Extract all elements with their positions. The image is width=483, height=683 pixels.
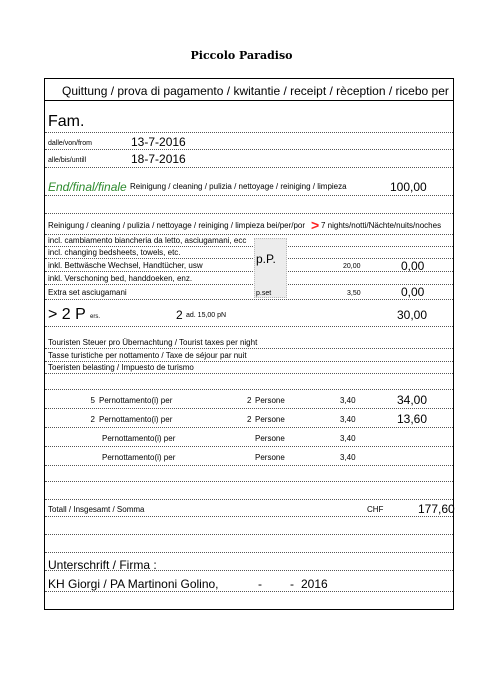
row-rule	[45, 427, 453, 428]
row-rule	[45, 348, 453, 349]
linen-line-nl: inkl. Verschoning bed, handdoeken, enz.	[48, 274, 193, 283]
end-cleaning-amount: 100,00	[390, 180, 427, 194]
persons-note: ad. 15,00 pN	[186, 312, 227, 319]
greater-than-arrow: >	[311, 217, 320, 233]
family-label: Fam.	[48, 113, 85, 130]
total-label: Totall / Insgesamt / Somma	[48, 505, 145, 514]
row-rule	[45, 195, 453, 196]
tax-line-de-en: Touristen Steuer pro Übernachtung / Tourist taxes per night	[48, 338, 258, 347]
row-rule	[45, 591, 453, 592]
row-rule	[45, 373, 453, 374]
tax-line-it-fr: Tasse turistiche per nottamento / Taxe de séjour par nuit	[48, 351, 247, 360]
tax-row-persons: 2	[247, 415, 252, 424]
linen-line-en: incl. changing bedsheets, towels, etc.	[48, 248, 181, 257]
extra-set-rate: 3,50	[347, 290, 361, 297]
row-rule	[45, 408, 453, 409]
pp-shaded-cell	[254, 238, 287, 298]
from-date: 13-7-2016	[131, 135, 186, 149]
tax-row-persone-label: Persone	[255, 434, 285, 443]
row-rule	[45, 446, 453, 447]
extra-set-amount: 0,00	[401, 285, 425, 299]
row-rule	[45, 389, 453, 390]
signature-year: 2016	[301, 577, 328, 591]
row-rule	[45, 258, 453, 259]
receipt-header: Quittung / prova di pagamento / kwitantie / receipt / rèception / ricebo per	[62, 84, 449, 98]
row-rule	[45, 299, 453, 300]
row-rule	[45, 552, 453, 553]
tax-row-amount: 34,00	[397, 393, 428, 407]
signature-label: Unterschrift / Firma :	[48, 558, 157, 572]
from-label: dalle/von/from	[48, 140, 92, 147]
extra-set-unit: p.set	[256, 290, 272, 297]
tax-row-amount: 13,60	[397, 412, 428, 426]
tax-row-rate: 3,40	[340, 415, 356, 424]
tax-row-nights: 5	[90, 396, 95, 405]
tax-row-persone-label: Persone	[255, 415, 285, 424]
row-rule	[45, 271, 453, 272]
tax-line-nl-es: Toeristen belasting / Impuesto de turismo	[48, 363, 194, 372]
end-cleaning-desc: Reinigung / cleaning / pulizia / nettoyage / reiniging / limpieza	[130, 182, 347, 191]
end-cleaning-label: End/final/finale	[48, 180, 127, 194]
linen-line-de: inkl. Bettwäsche Wechsel, Handtücher, usw	[48, 261, 203, 270]
row-rule	[45, 246, 453, 247]
row-rule	[45, 481, 453, 482]
persons-amount: 30,00	[397, 308, 428, 322]
tax-row-rate: 3,40	[340, 434, 356, 443]
row-rule	[45, 284, 453, 285]
persons-label: > 2 P	[48, 306, 86, 323]
linen-line-it: incl. cambiamento biancheria da letto, asciugamani, ecc	[48, 236, 247, 245]
row-rule	[45, 167, 453, 168]
signature-date-dash: -	[258, 577, 262, 591]
tax-row-label: Pernottamento(i) per	[99, 396, 173, 405]
until-label: alle/bis/untill	[48, 157, 87, 164]
tax-row-rate: 3,40	[340, 453, 356, 462]
page-title: Piccolo Paradiso	[190, 49, 293, 62]
row-rule	[45, 326, 453, 327]
row-rule	[45, 534, 453, 535]
total-currency: CHF	[367, 505, 384, 514]
row-rule	[45, 361, 453, 362]
row-rule	[45, 499, 453, 500]
row-rule	[45, 132, 453, 133]
tax-row-persone-label: Persone	[255, 396, 285, 405]
nights-label: 7 nights/notti/Nächte/nuits/noches	[321, 221, 442, 230]
nightly-cleaning-desc: Reinigung / cleaning / pulizia / nettoyage / reiniging / limpieza bei/per/por	[48, 221, 306, 230]
header-rule	[45, 100, 453, 101]
tax-row-persons: 2	[247, 396, 252, 405]
persons-suffix: ers.	[90, 314, 101, 320]
tax-row-label: Pernottamento(i) per	[102, 434, 176, 443]
signature-name: KH Giorgi / PA Martinoni Golino,	[48, 577, 219, 591]
signature-date-dash: -	[290, 577, 294, 591]
linen-rate: 20,00	[343, 263, 361, 270]
tax-row-nights: 2	[90, 415, 95, 424]
extra-set-label: Extra set asciugamani	[48, 288, 127, 297]
tax-row-persone-label: Persone	[255, 453, 285, 462]
row-rule	[45, 213, 453, 214]
persons-count: 2	[176, 308, 183, 322]
row-rule	[45, 465, 453, 466]
until-date: 18-7-2016	[131, 152, 186, 166]
row-rule	[45, 516, 453, 517]
tax-row-label: Pernottamento(i) per	[102, 453, 176, 462]
pp-label: p.P.	[256, 252, 276, 266]
tax-row-label: Pernottamento(i) per	[99, 415, 173, 424]
linen-amount: 0,00	[401, 259, 425, 273]
row-rule	[45, 234, 453, 235]
row-rule	[45, 149, 453, 150]
tax-row-rate: 3,40	[340, 396, 356, 405]
total-amount: 177,60	[418, 502, 455, 516]
